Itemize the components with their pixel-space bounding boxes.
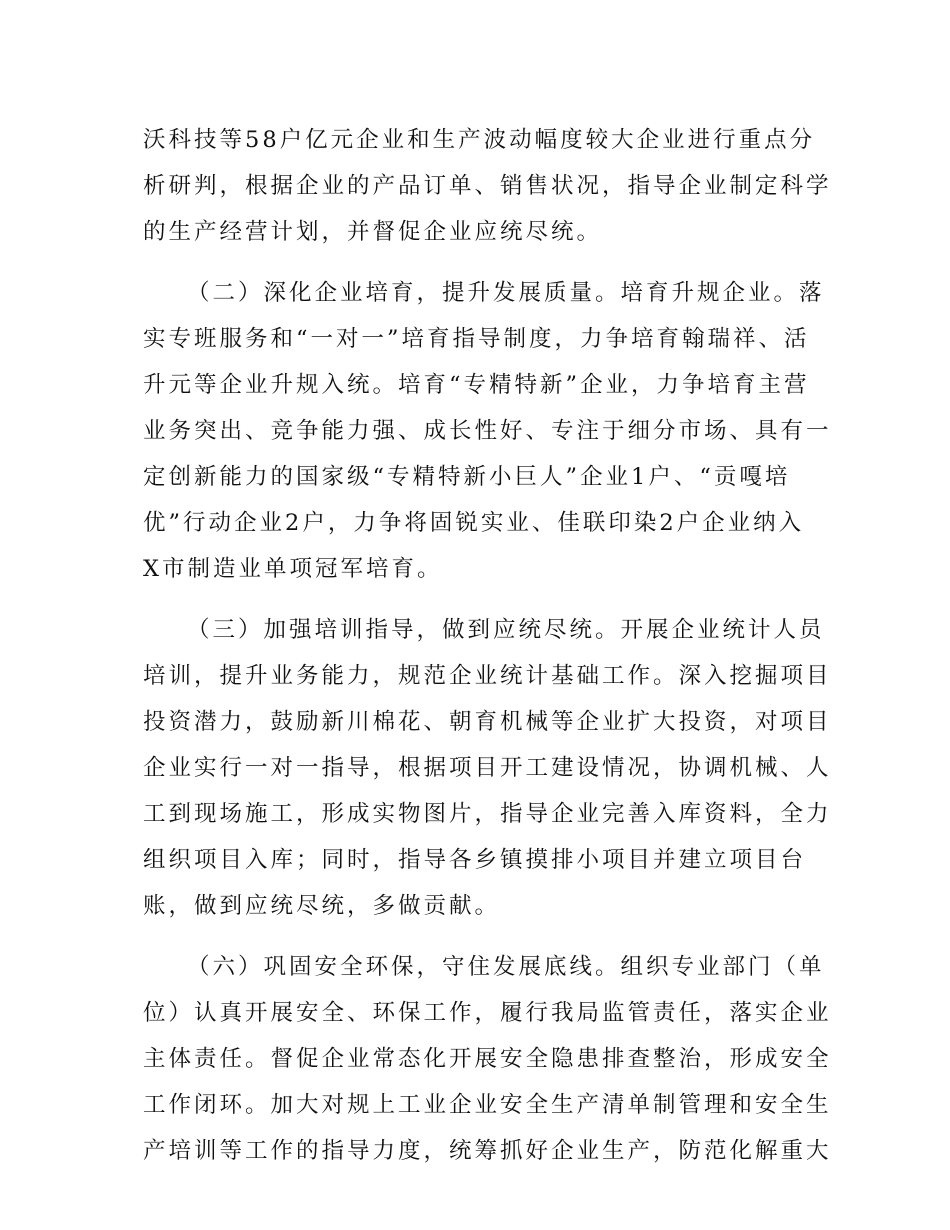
paragraph-2 <box>143 270 832 592</box>
text-line: 位）认真开展安全、环保工作，履行我局监管责任，落实企业 <box>143 1000 832 1026</box>
paragraph-1 <box>143 117 832 255</box>
text-line: 产培训等工作的指导力度，统筹抓好企业生产，防范化解重大 <box>143 1138 832 1164</box>
text-line: 优”行动企业2户，力争将固锐实业、佳联印染2户企业纳入 <box>143 510 805 536</box>
text-line: 投资潜力，鼓励新川棉花、朝育机械等企业扩大投资，对项目 <box>143 709 832 735</box>
text-line: 组织项目入库；同时，指导各乡镇摸排小项目并建立项目台 <box>143 847 807 873</box>
text-line: X市制造业单项冠军培育。 <box>143 556 443 582</box>
text-line: 定创新能力的国家级“专精特新小巨人”企业1户、“贡嘎培 <box>143 464 791 490</box>
text-line: 的生产经营计划，并督促企业应统尽统。 <box>143 219 603 245</box>
text-line: 析研判，根据企业的产品订单、销售状况，指导企业制定科学 <box>143 173 832 199</box>
text-line: 培训，提升业务能力，规范企业统计基础工作。深入挖掘项目 <box>143 663 832 689</box>
text-line: 工到现场施工，形成实物图片，指导企业完善入库资料，全力 <box>143 801 832 827</box>
text-line: 工作闭环。加大对规上工业企业安全生产清单制管理和安全生 <box>143 1092 832 1118</box>
text-line: 企业实行一对一指导，根据项目开工建设情况，协调机械、人 <box>143 755 832 781</box>
text-line: （二）深化企业培育，提升发展质量。培育升规企业。落 <box>187 280 825 306</box>
text-line: 升元等企业升规入统。培育“专精特新”企业，力争培育主营 <box>143 372 810 398</box>
text-line: （六）巩固安全环保，守住发展底线。组织专业部门（单 <box>187 954 825 980</box>
text-line: （三）加强培训指导，做到应统尽统。开展企业统计人员 <box>187 617 825 643</box>
document-body <box>143 117 832 1174</box>
text-line: 沃科技等58户亿元企业和生产波动幅度较大企业进行重点分 <box>143 127 816 153</box>
text-line: 实专班服务和“一对一”培育指导制度，力争培育翰瑞祥、活 <box>143 326 810 352</box>
paragraph-4 <box>143 944 832 1174</box>
text-line: 账，做到应统尽统，多做贡献。 <box>143 893 501 919</box>
paragraph-3 <box>143 607 832 929</box>
text-line: 主体责任。督促企业常态化开展安全隐患排查整治，形成安全 <box>143 1046 832 1072</box>
text-line: 业务突出、竞争能力强、成长性好、专注于细分市场、具有一 <box>143 418 832 444</box>
